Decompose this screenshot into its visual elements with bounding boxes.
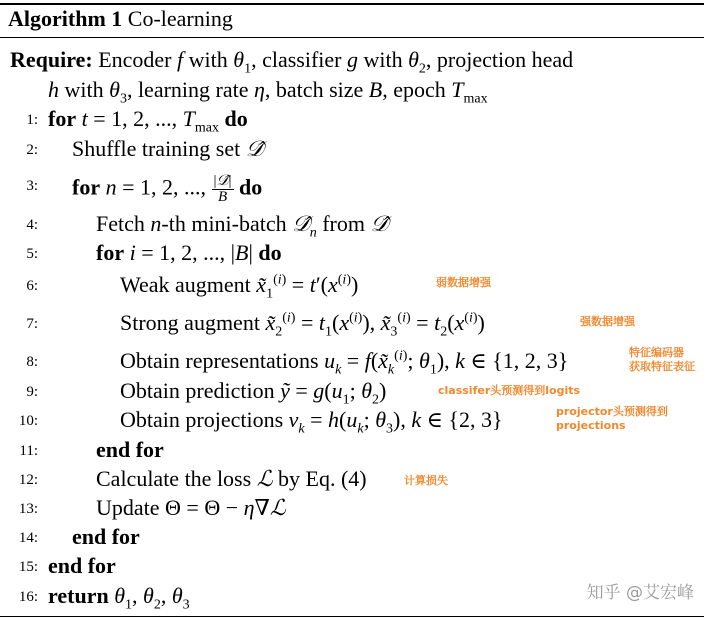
require-line-2: h with $\theta_3$, learning rate η, batch size B, epoch $T_{max}$ [48, 77, 488, 107]
algo-line-14: 14: end for [0, 524, 708, 554]
annotation-projector-line-1: projector头预测得到 [556, 405, 668, 418]
line-number: 13: [18, 501, 38, 517]
algo-line-4: 4: Fetch n-th mini-batch $𝒟̂_n$ from 𝒟̂ [0, 211, 708, 241]
line-number: 14: [18, 530, 38, 546]
line-number: 3: [26, 178, 38, 194]
annotation-encoder-line-1: 特征编码器 [629, 346, 684, 359]
line-number: 2: [26, 142, 38, 158]
line-number: 16: [18, 589, 38, 605]
annotation-weak-augment: 弱数据增强 [436, 276, 491, 289]
annotation-strong-augment: 强数据增强 [580, 315, 635, 328]
algo-line-15: 15: end for [0, 553, 708, 583]
algo-line-3: 3: for n = 1, 2, ..., $\frac{\text{|𝒟̂|}}{B}$ do [0, 172, 708, 208]
algo-line-2: 2: Shuffle training set 𝒟̂ [0, 136, 708, 166]
line-number: 1: [26, 112, 38, 128]
fraction: $\frac{\text{|𝒟̂|}}{B}$ [213, 173, 232, 205]
line-number: 8: [26, 354, 38, 370]
algo-line-16: 16: return $\theta_1$, $\theta_2$, $\theta_3$ [0, 583, 708, 613]
annotation-encoder-line-2: 获取特征表征 [629, 360, 695, 373]
algo-line-9: 9: Obtain prediction ỹ = $g(u_1$; $\theta_2$) [0, 378, 708, 408]
annotation-projector [556, 405, 668, 433]
watermark: 知乎 @艾宏峰 [586, 583, 694, 603]
algorithm-title [8, 6, 233, 32]
algorithm-name: Co-learning [127, 6, 233, 31]
line-number: 11: [19, 443, 38, 459]
line-number: 4: [26, 217, 38, 233]
line-number: 15: [18, 559, 38, 575]
annotation-classifier: classifer头预测得到logits [438, 384, 581, 397]
algo-line-1: 1: for t = 1, 2, ..., $T_{max}$ do [0, 106, 708, 136]
title-rule [0, 37, 704, 38]
algo-line-6: 6: Weak augment $x̃_1^{(i)} = t'(x^{(i)})$ [0, 272, 708, 302]
line-number: 12: [18, 472, 38, 488]
line-number: 7: [26, 316, 38, 332]
annotation-encoder [629, 346, 695, 374]
algo-line-12: 12: Calculate the loss ℒ by Eq. (4) [0, 466, 708, 496]
line-number: 5: [26, 246, 38, 262]
top-rule [0, 3, 704, 5]
bottom-rule [0, 616, 704, 617]
require-line-1: Require: Encoder f with $\theta_1$, classifier g with $\theta_2$, projection head [10, 47, 574, 77]
line-number: 9: [26, 384, 38, 400]
algo-line-10: 10: Obtain projections $v_k = h(u_k$; $\theta_3$), k ∈ {2, 3} [0, 407, 708, 437]
algo-line-5: 5: for i = 1, 2, ..., |B| do [0, 240, 708, 270]
line-number: 10: [18, 413, 38, 429]
algorithm-label: Algorithm 1 [8, 6, 123, 31]
algo-line-8: 8: Obtain representations $u_k$ = $f(x̃_k^{(i)}$; $\theta_1$), k ∈ {1, 2, 3} [0, 348, 708, 378]
require-keyword: Require: [10, 47, 93, 72]
annotation-loss: 计算损失 [404, 474, 448, 487]
algo-line-11: 11: end for [0, 437, 708, 467]
line-number: 6: [26, 278, 38, 294]
algo-line-7: 7: Strong augment $x̃_2^{(i)} = t_1(x^{(i)})$, $x̃_3^{(i)} = t_2(x^{(i)})$ [0, 310, 708, 340]
algo-line-13: 13: Update Θ = Θ − η∇ℒ [0, 495, 708, 525]
annotation-projector-line-2: projections [556, 419, 626, 432]
